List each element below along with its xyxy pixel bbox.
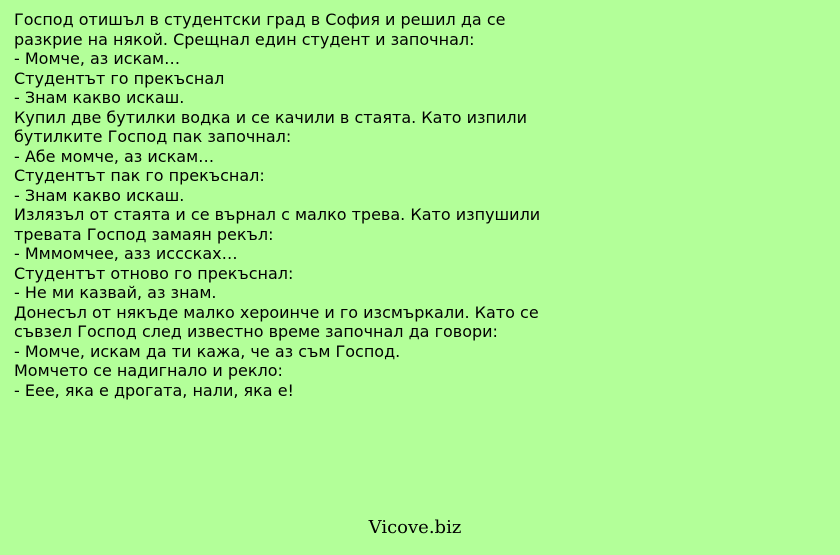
joke-line: - Момче, аз искам…	[14, 49, 181, 68]
joke-line: Студентът отново го прекъснал:	[14, 263, 294, 283]
joke-line: - Мммомчее, азз исссках…	[14, 244, 238, 263]
joke-line: - Еее, яка е дрогата, нали, яка е!	[14, 380, 294, 400]
joke-line: бутилките Господ пак започнал:	[14, 127, 292, 146]
joke-line: Студентът го прекъснал	[14, 68, 225, 88]
joke-line: Донесъл от някъде малко хероинче и го изсмъркали. Като се	[14, 302, 539, 322]
joke-line: Момчето се надигнало и рекло:	[14, 361, 283, 380]
joke-line: Господ отишъл в студентски град в София и решил да се	[14, 10, 506, 29]
joke-text	[14, 10, 824, 400]
joke-line: разкрие на някой. Срещнал един студент и започнал:	[14, 29, 475, 49]
joke-line: - Знам какво искаш.	[14, 185, 185, 205]
joke-line: съвзел Господ след известно време започнал да говори:	[14, 322, 498, 341]
joke-line: Студентът пак го прекъснал:	[14, 166, 265, 185]
joke-line: тревата Господ замаян рекъл:	[14, 224, 274, 244]
joke-line: - Абе момче, аз искам…	[14, 146, 215, 166]
joke-line: - Знам какво искаш.	[14, 88, 185, 107]
joke-line: - Не ми казвай, аз знам.	[14, 283, 217, 302]
joke-line: Излязъл от стаята и се върнал с малко трева. Като изпушили	[14, 205, 541, 224]
joke-line: Купил две бутилки водка и се качили в стаята. Като изпили	[14, 107, 528, 127]
site-watermark: Vicove.biz	[368, 517, 462, 538]
joke-line: - Момче, искам да ти кажа, че аз съм Господ.	[14, 341, 401, 361]
